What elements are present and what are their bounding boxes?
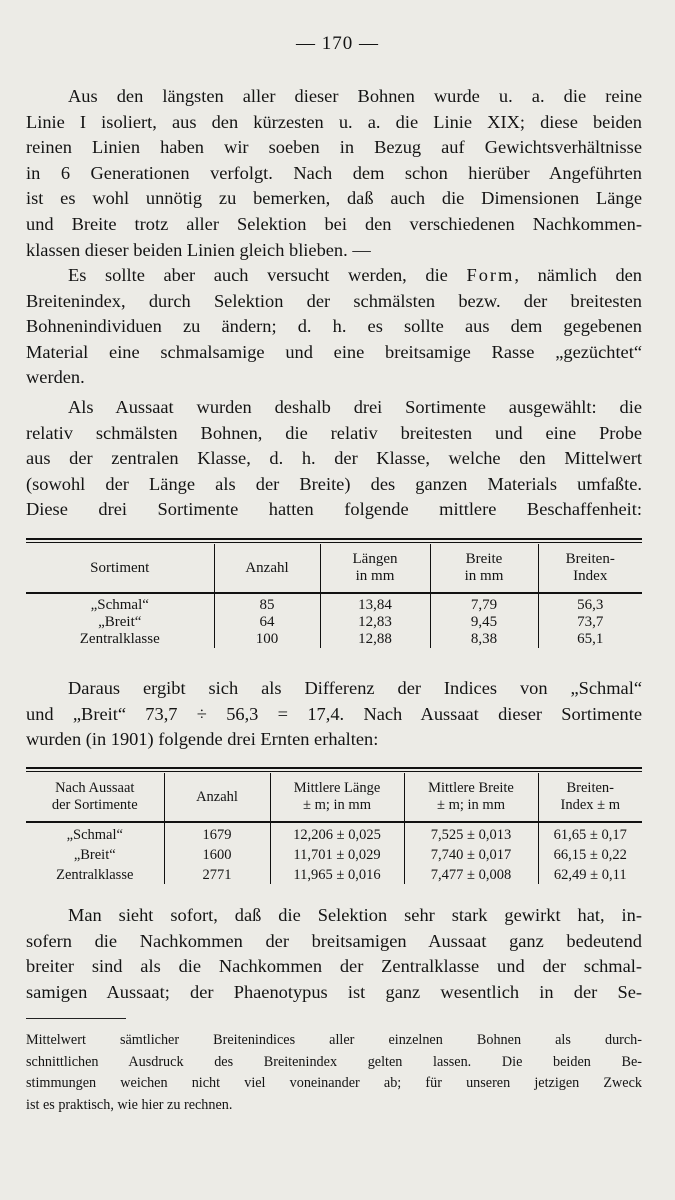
footnote-line: stimmungen weichen nicht viel voneinander ab; für unseren jetzigen Zweck	[26, 1075, 642, 1091]
table-1-top-rule	[26, 538, 642, 543]
page-number: — 170 —	[296, 33, 379, 54]
text-line: ist es wohl unnötig zu bemerken, daß auch die Dimensionen Länge	[26, 188, 642, 209]
column-header: Sortiment	[90, 559, 150, 576]
table-cell: 64	[214, 614, 320, 631]
table-cell: „Schmal“	[66, 827, 123, 843]
table-cell: 11,965 ± 0,016	[270, 864, 404, 884]
table-cell: 7,740 ± 0,017	[404, 844, 538, 864]
text-line: Breitenindex, durch Selektion der schmälsten bezw. der breitesten	[26, 290, 642, 311]
text-segment: Es sollte aber auch versucht werden, die	[68, 265, 448, 285]
footnote	[26, 1030, 642, 1116]
table-cell: 11,701 ± 0,029	[270, 844, 404, 864]
column-header: Breite in mm	[430, 544, 538, 593]
footnote-line: Mittelwert sämtlicher Breitenindices aller einzelnen Bohnen als durch-	[26, 1032, 642, 1048]
column-header: Breiten- Index	[538, 544, 642, 593]
table-cell: 7,477 ± 0,008	[404, 864, 538, 884]
table-cell: 65,1	[538, 631, 642, 648]
table-cell: 1600	[164, 844, 270, 864]
table-cell: 7,79	[430, 593, 538, 614]
table-row	[26, 822, 642, 844]
text-line: wurden (in 1901) folgende drei Ernten erhalten:	[26, 729, 379, 750]
text-line: und „Breit“ 73,7 ÷ 56,3 = 17,4. Nach Aussaat dieser Sortimente	[26, 703, 642, 724]
text-line: in 6 Generationen verfolgt. Nach dem schon hierüber Angeführten	[26, 162, 642, 183]
text-line: Daraus ergibt sich als Differenz der Indices von „Schmal“	[68, 678, 642, 698]
text-line: (sowohl der Länge als der Breite) des ganzen Materials umfaßte.	[26, 473, 642, 494]
column-header: Mittlere Breite ± m; in mm	[404, 773, 538, 822]
column-header: Anzahl	[164, 773, 270, 822]
text-line: Man sieht sofort, daß die Selektion sehr stark gewirkt hat, in-	[68, 905, 642, 925]
table-cell: Zentralklasse	[79, 631, 160, 647]
table-cell: 8,38	[430, 631, 538, 648]
table-cell: 62,49 ± 0,11	[538, 864, 642, 884]
footnote-rule	[26, 1018, 126, 1019]
table-row	[26, 593, 642, 614]
paragraph-2	[26, 263, 642, 391]
footnote-line: ist es praktisch, wie hier zu rechnen.	[26, 1096, 233, 1113]
table-cell: 85	[214, 593, 320, 614]
column-header: Längen in mm	[320, 544, 430, 593]
table-cell: 9,45	[430, 614, 538, 631]
table-2-top-rule	[26, 767, 642, 772]
text-line: samigen Aussaat; der Phaenotypus ist ganz wesentlich in der Se-	[26, 981, 642, 1002]
text-line: klassen dieser beiden Linien gleich blieben. —	[26, 239, 371, 260]
table-cell: 12,83	[320, 614, 430, 631]
table-2	[26, 773, 642, 884]
text-segment: , nämlich den	[514, 265, 643, 285]
text-line: und Breite trotz aller Selektion bei den verschiedenen Nachkommen-	[26, 213, 642, 234]
table-row	[26, 844, 642, 864]
paragraph-1	[26, 84, 642, 263]
text-line: Aus den längsten aller dieser Bohnen wurde u. a. die reine	[68, 86, 642, 106]
text-line: werden.	[26, 367, 85, 388]
table-cell: 61,65 ± 0,17	[538, 822, 642, 844]
text-line: Material eine schmalsamige und eine breitsamige Rasse „gezüchtet“	[26, 341, 642, 362]
table-cell: „Breit“	[73, 847, 116, 863]
table-1	[26, 544, 642, 648]
footnote-line: schnittlichen Ausdruck des Breitenindex gelten lassen. Die beiden Be-	[26, 1053, 642, 1070]
column-header: Mittlere Länge ± m; in mm	[270, 773, 404, 822]
text-line: breiter sind als die Nachkommen der Zentralklasse und der schmal-	[26, 956, 642, 977]
table-cell: 66,15 ± 0,22	[538, 844, 642, 864]
paragraph-4	[26, 676, 642, 753]
table-row	[26, 631, 642, 648]
table-cell: 1679	[164, 822, 270, 844]
paragraph-3	[26, 395, 642, 523]
text-line: Diese drei Sortimente hatten folgende mittlere Beschaffenheit:	[26, 499, 642, 520]
column-header: Breiten- Index ± m	[538, 773, 642, 822]
emphasized-word: Form	[466, 265, 515, 285]
table-cell: 12,88	[320, 631, 430, 648]
table-cell: 13,84	[320, 593, 430, 614]
table-cell: „Breit“	[98, 614, 142, 630]
table-cell: 100	[214, 631, 320, 648]
table-header-row	[26, 544, 642, 593]
text-line: reinen Linien haben wir soeben in Bezug auf Gewichtsverhältnisse	[26, 137, 642, 158]
column-header: Nach Aussaat der Sortimente	[51, 780, 138, 813]
text-line	[26, 263, 642, 289]
text-line: relativ schmälsten Bohnen, die relativ breitesten und eine Probe	[26, 422, 642, 443]
table-cell: 2771	[164, 864, 270, 884]
table-cell: 56,3	[538, 593, 642, 614]
table-cell: 7,525 ± 0,013	[404, 822, 538, 844]
text-line: aus der zentralen Klasse, d. h. der Klasse, welche den Mittelwert	[26, 448, 642, 469]
table-cell: Zentralklasse	[56, 867, 134, 883]
text-line: Bohnenindividuen zu ändern; d. h. es sollte aus dem gegebenen	[26, 316, 642, 337]
table-header-row	[26, 773, 642, 822]
table-row	[26, 864, 642, 884]
text-line: sofern die Nachkommen der breitsamigen Aussaat ganz bedeutend	[26, 930, 642, 951]
paragraph-5	[26, 903, 642, 1005]
table-cell: 12,206 ± 0,025	[270, 822, 404, 844]
table-cell: 73,7	[538, 614, 642, 631]
column-header: Anzahl	[214, 544, 320, 593]
text-line: Linie I isoliert, aus den kürzesten u. a. die Linie XIX; diese beiden	[26, 111, 642, 132]
text-line: Als Aussaat wurden deshalb drei Sortimente ausgewählt: die	[68, 397, 642, 417]
table-row	[26, 614, 642, 631]
table-cell: „Schmal“	[90, 597, 149, 613]
